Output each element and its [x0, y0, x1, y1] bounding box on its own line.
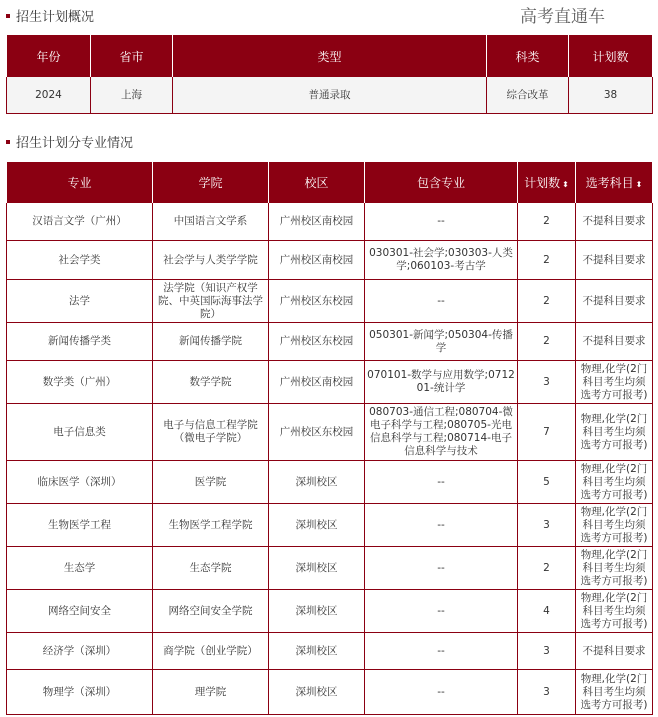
cell-college: 网络空间安全学院 [153, 590, 269, 633]
cell-plan-count: 4 [518, 590, 576, 633]
table-row [7, 670, 653, 715]
header-plan-count: 计划数 [569, 36, 653, 77]
cell-plan-count: 2 [518, 280, 576, 323]
cell-campus: 深圳校区 [269, 590, 365, 633]
cell-major: 生态学 [7, 547, 153, 590]
cell-college: 社会学与人类学学院 [153, 241, 269, 280]
cell-included-majors: -- [365, 280, 518, 323]
cell-plan-count: 2 [518, 547, 576, 590]
cell-plan-count: 38 [569, 77, 653, 114]
table-row [7, 361, 653, 404]
cell-campus: 深圳校区 [269, 461, 365, 504]
cell-subjects: 物理,化学(2门科目考生均须选考方可报考) [576, 547, 653, 590]
cell-province: 上海 [91, 77, 173, 114]
cell-plan-count: 5 [518, 461, 576, 504]
table-row [7, 203, 653, 241]
watermark: 高考直通车 [520, 7, 605, 27]
cell-subjects: 不提科目要求 [576, 323, 653, 361]
section-title-text: 招生计划概况 [16, 10, 95, 25]
table-row [7, 547, 653, 590]
section-title-text: 招生计划分专业情况 [16, 136, 134, 151]
header-province: 省市 [91, 36, 173, 77]
cell-subjects: 不提科目要求 [576, 280, 653, 323]
cell-plan-count: 3 [518, 633, 576, 670]
cell-plan-count: 3 [518, 670, 576, 715]
header-plan-count[interactable] [518, 162, 576, 203]
cell-campus: 深圳校区 [269, 547, 365, 590]
cell-included-majors: 070101-数学与应用数学;071201-统计学 [365, 361, 518, 404]
table-row [7, 323, 653, 361]
cell-college: 生态学院 [153, 547, 269, 590]
cell-included-majors: -- [365, 670, 518, 715]
cell-year: 2024 [7, 77, 91, 114]
cell-subjects: 物理,化学(2门科目考生均须选考方可报考) [576, 361, 653, 404]
section-title-majors [6, 132, 133, 151]
cell-included-majors: -- [365, 461, 518, 504]
cell-campus: 广州校区南校园 [269, 241, 365, 280]
cell-major: 生物医学工程 [7, 504, 153, 547]
cell-included-majors: -- [365, 203, 518, 241]
cell-campus: 广州校区南校园 [269, 203, 365, 241]
cell-subjects: 不提科目要求 [576, 633, 653, 670]
cell-subjects: 物理,化学(2门科目考生均须选考方可报考) [576, 590, 653, 633]
header-college: 学院 [153, 162, 269, 203]
majors-table [6, 162, 653, 715]
table-row [7, 77, 653, 114]
cell-plan-count: 7 [518, 404, 576, 461]
cell-major: 电子信息类 [7, 404, 153, 461]
cell-campus: 广州校区东校园 [269, 323, 365, 361]
cell-included-majors: -- [365, 590, 518, 633]
cell-campus: 广州校区南校园 [269, 361, 365, 404]
cell-major: 数学类（广州） [7, 361, 153, 404]
cell-major: 新闻传播学类 [7, 323, 153, 361]
cell-type: 普通录取 [173, 77, 487, 114]
cell-campus: 广州校区东校园 [269, 404, 365, 461]
cell-plan-count: 3 [518, 504, 576, 547]
sort-icon[interactable]: ⬍ [635, 179, 643, 189]
cell-included-majors: 050301-新闻学;050304-传播学 [365, 323, 518, 361]
cell-included-majors: -- [365, 547, 518, 590]
cell-plan-count: 2 [518, 323, 576, 361]
cell-subjects: 不提科目要求 [576, 241, 653, 280]
cell-college: 数学学院 [153, 361, 269, 404]
header-subjects[interactable] [576, 162, 653, 203]
cell-college: 医学院 [153, 461, 269, 504]
table-row [7, 280, 653, 323]
cell-major: 网络空间安全 [7, 590, 153, 633]
section-title-overview [6, 6, 94, 25]
cell-college: 中国语言文学系 [153, 203, 269, 241]
cell-college: 电子与信息工程学院（微电子学院） [153, 404, 269, 461]
cell-included-majors: -- [365, 504, 518, 547]
table-row [7, 633, 653, 670]
header-label: 计划数 [524, 175, 561, 190]
cell-subjects: 物理,化学(2门科目考生均须选考方可报考) [576, 504, 653, 547]
table-header-row [7, 36, 653, 77]
cell-subjects: 物理,化学(2门科目考生均须选考方可报考) [576, 404, 653, 461]
header-major: 专业 [7, 162, 153, 203]
cell-major: 经济学（深圳） [7, 633, 153, 670]
cell-campus: 深圳校区 [269, 504, 365, 547]
cell-subjects: 物理,化学(2门科目考生均须选考方可报考) [576, 670, 653, 715]
cell-college: 商学院（创业学院） [153, 633, 269, 670]
table-row [7, 404, 653, 461]
cell-major: 汉语言文学（广州） [7, 203, 153, 241]
cell-plan-count: 2 [518, 241, 576, 280]
cell-college: 理学院 [153, 670, 269, 715]
header-campus: 校区 [269, 162, 365, 203]
cell-major: 法学 [7, 280, 153, 323]
cell-college: 生物医学工程学院 [153, 504, 269, 547]
header-type: 类型 [173, 36, 487, 77]
cell-subjects: 物理,化学(2门科目考生均须选考方可报考) [576, 461, 653, 504]
cell-category: 综合改革 [487, 77, 569, 114]
cell-plan-count: 3 [518, 361, 576, 404]
cell-major: 物理学（深圳） [7, 670, 153, 715]
cell-campus: 广州校区东校园 [269, 280, 365, 323]
cell-major: 临床医学（深圳） [7, 461, 153, 504]
header-included-majors: 包含专业 [365, 162, 518, 203]
table-header-row [7, 162, 653, 203]
cell-included-majors: 080703-通信工程;080704-微电子科学与工程;080705-光电信息科学与工程;080714-电子信息科学与技术 [365, 404, 518, 461]
bullet-icon [6, 14, 10, 18]
cell-plan-count: 2 [518, 203, 576, 241]
table-row [7, 504, 653, 547]
header-category: 科类 [487, 36, 569, 77]
sort-icon[interactable]: ⬍ [562, 179, 569, 189]
cell-included-majors: -- [365, 633, 518, 670]
overview-table [6, 35, 653, 114]
cell-major: 社会学类 [7, 241, 153, 280]
cell-subjects: 不提科目要求 [576, 203, 653, 241]
header-year: 年份 [7, 36, 91, 77]
header-label: 选考科目 [585, 175, 634, 190]
cell-included-majors: 030301-社会学;030303-人类学;060103-考古学 [365, 241, 518, 280]
table-row [7, 590, 653, 633]
table-row [7, 461, 653, 504]
cell-college: 法学院（知识产权学院、中英国际海事法学院） [153, 280, 269, 323]
cell-campus: 深圳校区 [269, 633, 365, 670]
cell-campus: 深圳校区 [269, 670, 365, 715]
cell-college: 新闻传播学院 [153, 323, 269, 361]
bullet-icon [6, 140, 10, 144]
table-row [7, 241, 653, 280]
